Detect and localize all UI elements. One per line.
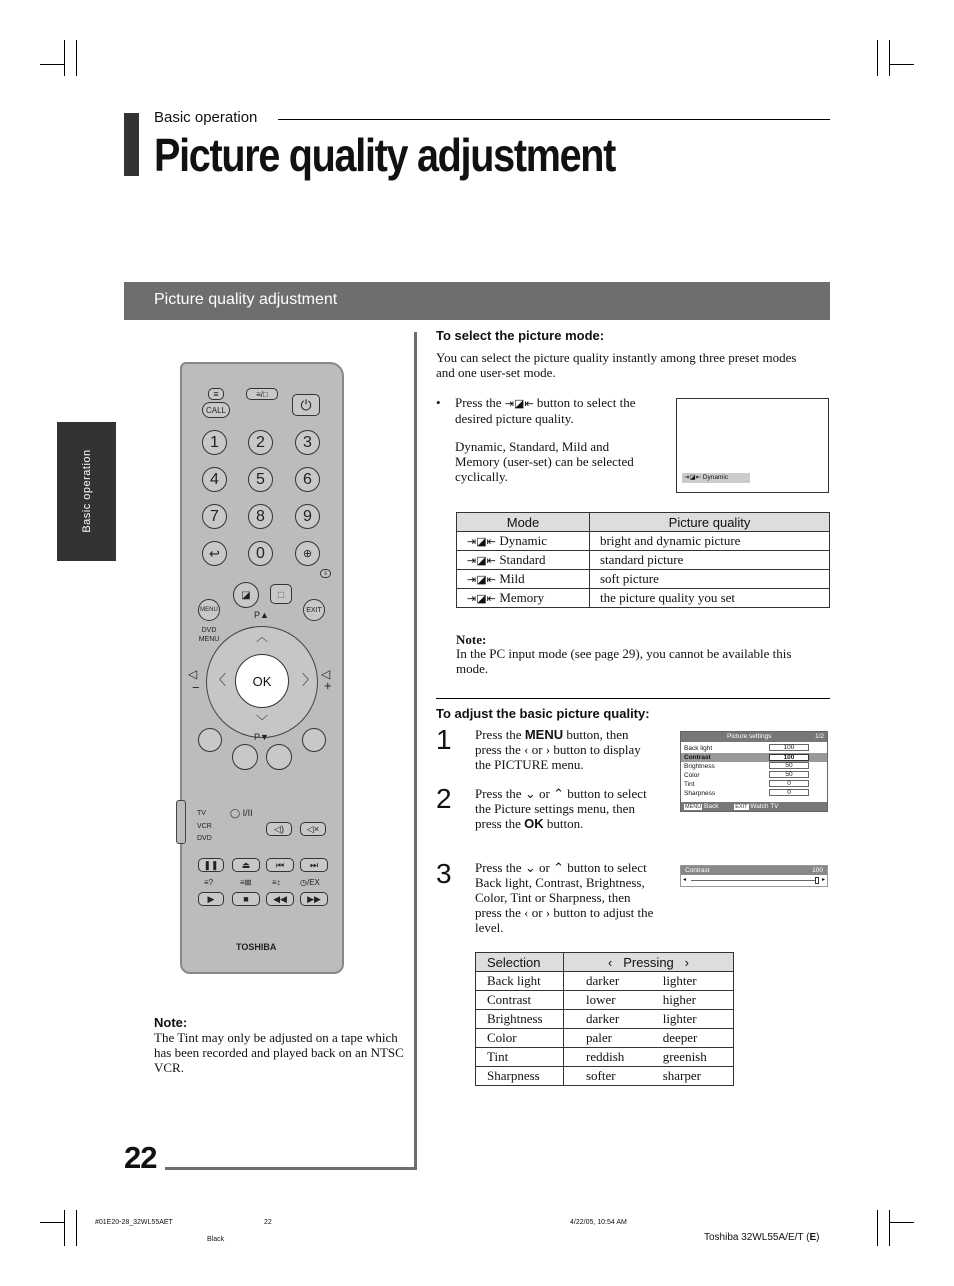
mode-name: Standard bbox=[499, 552, 546, 567]
plus-icon: + bbox=[324, 678, 332, 693]
osd-exit-key: EXIT bbox=[735, 804, 748, 810]
clock-ex-icon: ◷/EX bbox=[300, 878, 320, 887]
left-cell: lower bbox=[564, 991, 652, 1010]
osd-contrast-bar bbox=[680, 865, 828, 887]
table-header-row bbox=[457, 513, 830, 532]
selection-cell: Back light bbox=[476, 972, 564, 991]
osd-menu-page: 1/2 bbox=[814, 733, 824, 740]
yellow-button bbox=[266, 744, 292, 770]
table-row bbox=[476, 1067, 734, 1086]
table-row bbox=[476, 972, 734, 991]
select-mode-cycle: Dynamic, Standard, Mild and Memory (user-set) can be selected cyclically. bbox=[455, 439, 634, 484]
step-3-text bbox=[475, 860, 659, 935]
osd-menu-row bbox=[681, 780, 827, 789]
pressing-header bbox=[564, 953, 734, 972]
blue-button bbox=[302, 728, 326, 752]
left-cell: paler bbox=[564, 1029, 652, 1048]
osd-item-value: 100 bbox=[769, 744, 809, 751]
chevron-right-icon: › bbox=[545, 742, 551, 757]
step-2-text bbox=[475, 786, 647, 831]
osd-item-label: Brightness bbox=[684, 763, 715, 770]
crop-mark bbox=[64, 1210, 65, 1246]
step-text: button to adjust the level. bbox=[475, 905, 654, 935]
right-cell: higher bbox=[652, 991, 734, 1010]
p-up-label: P▲ bbox=[254, 610, 269, 620]
pause-button: ❚❚ bbox=[198, 858, 224, 872]
step-text: button to select Back light, Contrast, Brightness, Color, Tint or Sharpness, then press the bbox=[475, 860, 647, 920]
chevron-up-icon: ⌃ bbox=[553, 860, 564, 875]
osd-slider-track bbox=[691, 880, 817, 881]
digit-label: 1 bbox=[210, 433, 219, 451]
stop-button: ■ bbox=[232, 892, 260, 906]
osd-watch-label: Watch TV bbox=[750, 803, 779, 810]
exit-label: EXIT bbox=[306, 606, 322, 614]
bullet-post: button to select the desired picture quality. bbox=[455, 395, 636, 426]
digit-9-button bbox=[295, 504, 320, 529]
chevron-down-icon: ⌄ bbox=[524, 860, 536, 875]
picture-mode-icon: ⇥◪⇤ bbox=[467, 535, 500, 548]
digit-1-button bbox=[202, 430, 227, 455]
quality-cell: the picture quality you set bbox=[590, 589, 830, 608]
osd-arrow-left-icon: ◂ bbox=[683, 877, 687, 883]
selection-cell: Sharpness bbox=[476, 1067, 564, 1086]
volume-down-icon: ◁ bbox=[188, 667, 198, 681]
digit-label: 3 bbox=[303, 433, 312, 451]
osd-menu-row bbox=[681, 762, 827, 771]
step-number: 2 bbox=[436, 783, 452, 814]
chevron-right-icon: › bbox=[684, 954, 689, 970]
selection-cell: Tint bbox=[476, 1048, 564, 1067]
step-text: or bbox=[539, 860, 550, 875]
table-header-row bbox=[476, 953, 734, 972]
step-text: button, then press the bbox=[475, 727, 629, 757]
crop-mark bbox=[76, 1210, 77, 1246]
picture-size-button: ⬚ bbox=[270, 584, 292, 604]
table-header: Selection bbox=[476, 953, 564, 972]
page-title: Picture quality adjustment bbox=[154, 129, 616, 181]
step-text: button to display the PICTURE menu. bbox=[475, 742, 641, 772]
digit-8-button bbox=[248, 504, 273, 529]
sound-button: ◁) bbox=[266, 822, 292, 836]
size-icon: ≡↕ bbox=[272, 878, 281, 887]
right-cell: deeper bbox=[652, 1029, 734, 1048]
table-header: Picture quality bbox=[590, 513, 830, 532]
step-text: or bbox=[531, 742, 543, 757]
section-label: Basic operation bbox=[154, 109, 258, 126]
table-row bbox=[457, 589, 830, 608]
table-row bbox=[476, 1029, 734, 1048]
section-divider bbox=[436, 698, 830, 699]
osd-menu-row bbox=[681, 771, 827, 780]
osd-slider-thumb bbox=[815, 877, 819, 884]
mode-note-heading: Note: bbox=[456, 632, 487, 647]
menu-label: MENU bbox=[200, 607, 218, 613]
table-row bbox=[457, 551, 830, 570]
left-cell: softer bbox=[564, 1067, 652, 1086]
side-tab bbox=[57, 422, 116, 561]
ok-key: OK bbox=[524, 816, 544, 831]
p-down-label: P▼ bbox=[254, 732, 269, 742]
left-cell: darker bbox=[564, 1010, 652, 1029]
chevron-right-icon: › bbox=[545, 905, 551, 920]
mode-name: Dynamic bbox=[499, 533, 547, 548]
selection-cell: Brightness bbox=[476, 1010, 564, 1029]
osd-item-label: Tint bbox=[684, 781, 695, 788]
menu-key: MENU bbox=[524, 727, 564, 742]
quality-cell: bright and dynamic picture bbox=[590, 532, 830, 551]
chevron-left-icon: 〈 bbox=[212, 672, 226, 688]
ok-button bbox=[235, 654, 289, 708]
vcr-label: VCR bbox=[197, 823, 212, 830]
adjust-heading: To adjust the basic picture quality: bbox=[436, 706, 650, 721]
power-button: ⏻ bbox=[292, 394, 320, 416]
left-note-text: The Tint may only be adjusted on a tape which has been recorded and played back on an NTSC VCR. bbox=[154, 1030, 404, 1075]
select-mode-heading: To select the picture mode: bbox=[436, 328, 605, 343]
mode-note-text: In the PC input mode (see page 29), you cannot be available this mode. bbox=[456, 646, 792, 676]
picture-mode-button: ◪ bbox=[233, 582, 259, 608]
minus-icon: − bbox=[192, 680, 200, 695]
input-button: ⊕ bbox=[295, 541, 320, 566]
osd-mode-text: Dynamic bbox=[702, 474, 729, 481]
table-row bbox=[457, 570, 830, 589]
still-icon: ≡ bbox=[320, 569, 331, 578]
footer-date: 4/22/05, 10:54 AM bbox=[570, 1219, 627, 1226]
footer-model-text: Toshiba 32WL55A/E/T ( bbox=[704, 1232, 810, 1243]
page-number: 22 bbox=[124, 1140, 157, 1175]
footer-page: 22 bbox=[264, 1219, 272, 1226]
i-ii-label: ◯ I/II bbox=[230, 808, 253, 818]
osd-item-label: Sharpness bbox=[684, 790, 716, 797]
table-row bbox=[476, 1010, 734, 1029]
left-note-heading: Note: bbox=[154, 1015, 188, 1030]
mode-cell bbox=[457, 589, 590, 608]
dvd-label: DVD bbox=[197, 835, 212, 842]
call-label: CALL bbox=[205, 405, 226, 415]
digit-7-button bbox=[202, 504, 227, 529]
chevron-left-icon: ‹ bbox=[524, 742, 529, 757]
picture-mode-icon: ⇥◪⇤ bbox=[467, 554, 500, 567]
ok-label: OK bbox=[252, 673, 272, 689]
osd-item-value: 100 bbox=[769, 754, 809, 761]
chevron-down-icon: ﹀ bbox=[256, 714, 269, 728]
text-icon: ≡ bbox=[208, 388, 224, 400]
crop-mark bbox=[889, 40, 890, 76]
osd-item-value: 50 bbox=[769, 762, 809, 769]
menu-button bbox=[198, 599, 220, 621]
osd-menu-row bbox=[681, 753, 827, 762]
right-cell: sharper bbox=[652, 1067, 734, 1086]
mode-table bbox=[456, 512, 830, 608]
crop-mark bbox=[40, 64, 64, 65]
bullet-dot: • bbox=[436, 395, 441, 410]
mode-name: Mild bbox=[499, 571, 525, 586]
selection-cell: Color bbox=[476, 1029, 564, 1048]
digit-label: 4 bbox=[210, 470, 219, 488]
footer-model-e: E bbox=[809, 1232, 817, 1243]
source-switch bbox=[176, 800, 186, 844]
step-1-text bbox=[475, 727, 647, 772]
digit-3-button bbox=[295, 430, 320, 455]
step-text: Press the bbox=[475, 860, 522, 875]
table-header: Mode bbox=[457, 513, 590, 532]
osd-mode-label: ⇥◪⇤ Dynamic bbox=[682, 473, 750, 483]
table-row bbox=[476, 991, 734, 1010]
crop-mark bbox=[889, 1210, 890, 1246]
banner-label: Picture quality adjustment bbox=[154, 291, 338, 308]
crop-mark bbox=[76, 40, 77, 76]
mode-cell bbox=[457, 570, 590, 589]
digit-label: 7 bbox=[210, 507, 219, 525]
osd-arrow-right-icon: ▸ bbox=[821, 877, 825, 883]
osd-menu-row bbox=[681, 744, 827, 753]
picture-mode-icon: ⇥◪⇤ bbox=[504, 397, 534, 410]
bullet-pre: Press the bbox=[455, 395, 502, 410]
hold-icon: ≡⊠ bbox=[240, 878, 252, 887]
remote-control bbox=[180, 362, 344, 974]
select-mode-intro: You can select the picture quality instantly among three preset modes and one user-set mode. bbox=[436, 350, 797, 380]
chevron-right-icon: 〉 bbox=[302, 672, 316, 688]
digit-label: 9 bbox=[303, 507, 312, 525]
right-cell: greenish bbox=[652, 1048, 734, 1067]
picture-mode-icon: ⇥◪⇤ bbox=[467, 592, 500, 605]
osd-item-value: 50 bbox=[769, 771, 809, 778]
crop-mark bbox=[877, 40, 878, 76]
column-divider bbox=[414, 332, 417, 1170]
digit-label: 5 bbox=[256, 470, 265, 488]
digit-6-button bbox=[295, 467, 320, 492]
osd-item-label: Back light bbox=[684, 745, 713, 752]
return-button: ↩ bbox=[202, 541, 227, 566]
step-text: Press the bbox=[475, 727, 522, 742]
chevron-down-icon: ⌄ bbox=[524, 786, 536, 801]
play-button: ▶ bbox=[198, 892, 224, 906]
i-ii-text: I/II bbox=[242, 808, 253, 818]
digit-label: 6 bbox=[303, 470, 312, 488]
osd-menu-row bbox=[681, 789, 827, 798]
right-cell: lighter bbox=[652, 972, 734, 991]
osd-item-value: 0 bbox=[769, 780, 809, 787]
osd-bar-value: 100 bbox=[812, 867, 823, 874]
text-mix-icon: ≡/□ bbox=[246, 388, 278, 400]
section-banner bbox=[124, 282, 830, 320]
crop-mark bbox=[40, 1222, 64, 1223]
right-cell: lighter bbox=[652, 1010, 734, 1029]
left-cell: darker bbox=[564, 972, 652, 991]
exit-button bbox=[303, 599, 325, 621]
step-text: Press the bbox=[475, 786, 522, 801]
brand-logo: TOSHIBA bbox=[236, 942, 277, 952]
osd-back-label: Back bbox=[704, 803, 719, 810]
crop-mark bbox=[890, 1222, 914, 1223]
crop-mark bbox=[890, 64, 914, 65]
selection-table bbox=[475, 952, 734, 1086]
volume-up-icon: ◁ bbox=[321, 667, 331, 681]
tv-label: TV bbox=[197, 810, 206, 817]
osd-menu-title: Picture settings bbox=[727, 733, 772, 740]
bottom-rule bbox=[165, 1167, 417, 1170]
osd-menu-key: MENU bbox=[685, 804, 702, 810]
quality-cell: soft picture bbox=[590, 570, 830, 589]
digit-2-button bbox=[248, 430, 273, 455]
step-text: or bbox=[531, 905, 543, 920]
footer-color: Black bbox=[207, 1236, 225, 1243]
osd-menu-footer bbox=[681, 802, 827, 811]
skip-back-button: ⏮ bbox=[266, 858, 294, 872]
mute-button: ◁× bbox=[300, 822, 326, 836]
step-text: button. bbox=[546, 816, 584, 831]
crop-mark bbox=[877, 1210, 878, 1246]
call-button bbox=[202, 402, 230, 418]
quality-cell: standard picture bbox=[590, 551, 830, 570]
mode-cell bbox=[457, 532, 590, 551]
osd-bar-title bbox=[681, 866, 827, 875]
mode-cell bbox=[457, 551, 590, 570]
footer-model bbox=[704, 1232, 819, 1243]
dvd-menu-label: DVD MENU bbox=[198, 627, 220, 643]
section-rule bbox=[278, 119, 830, 120]
title-bar bbox=[124, 113, 139, 176]
digit-4-button bbox=[202, 467, 227, 492]
digit-5-button bbox=[248, 467, 273, 492]
chevron-left-icon: ‹ bbox=[524, 905, 529, 920]
footer-file: #01E20-28_32WL55AET bbox=[95, 1219, 173, 1226]
crop-mark bbox=[64, 40, 65, 76]
step-number: 3 bbox=[436, 858, 452, 889]
step-text: button to select the Picture settings menu, then press the bbox=[475, 786, 647, 831]
table-row bbox=[476, 1048, 734, 1067]
fast-forward-button: ▶▶ bbox=[300, 892, 328, 906]
green-button bbox=[232, 744, 258, 770]
digit-0-button bbox=[248, 541, 273, 566]
selection-cell: Contrast bbox=[476, 991, 564, 1010]
osd-item-label: Contrast bbox=[684, 754, 711, 761]
left-cell: reddish bbox=[564, 1048, 652, 1067]
digit-label: 0 bbox=[256, 544, 265, 562]
digit-label: 2 bbox=[256, 433, 265, 451]
chevron-up-icon: ︿ bbox=[256, 630, 269, 644]
red-button bbox=[198, 728, 222, 752]
pressing-label: Pressing bbox=[623, 954, 674, 970]
osd-item-label: Color bbox=[684, 772, 700, 779]
footer-model-close: ) bbox=[816, 1232, 820, 1243]
chevron-up-icon: ⌃ bbox=[553, 786, 564, 801]
step-number: 1 bbox=[436, 724, 452, 755]
osd-menu-title-bar bbox=[681, 732, 827, 742]
rewind-button: ◀◀ bbox=[266, 892, 294, 906]
side-tab-label: Basic operation bbox=[81, 449, 93, 533]
picture-mode-icon: ⇥◪⇤ bbox=[467, 573, 500, 586]
step-text: or bbox=[539, 786, 550, 801]
osd-bar-label: Contrast bbox=[685, 867, 710, 874]
reveal-icon: ≡? bbox=[204, 878, 214, 887]
osd-picture-menu bbox=[680, 731, 828, 812]
select-mode-bullet bbox=[436, 395, 648, 426]
skip-forward-button: ⏭ bbox=[300, 858, 328, 872]
eject-button: ⏏ bbox=[232, 858, 260, 872]
osd-item-value: 0 bbox=[769, 789, 809, 796]
chevron-left-icon: ‹ bbox=[608, 954, 613, 970]
digit-label: 8 bbox=[256, 507, 265, 525]
mode-name: Memory bbox=[499, 590, 545, 605]
table-row bbox=[457, 532, 830, 551]
